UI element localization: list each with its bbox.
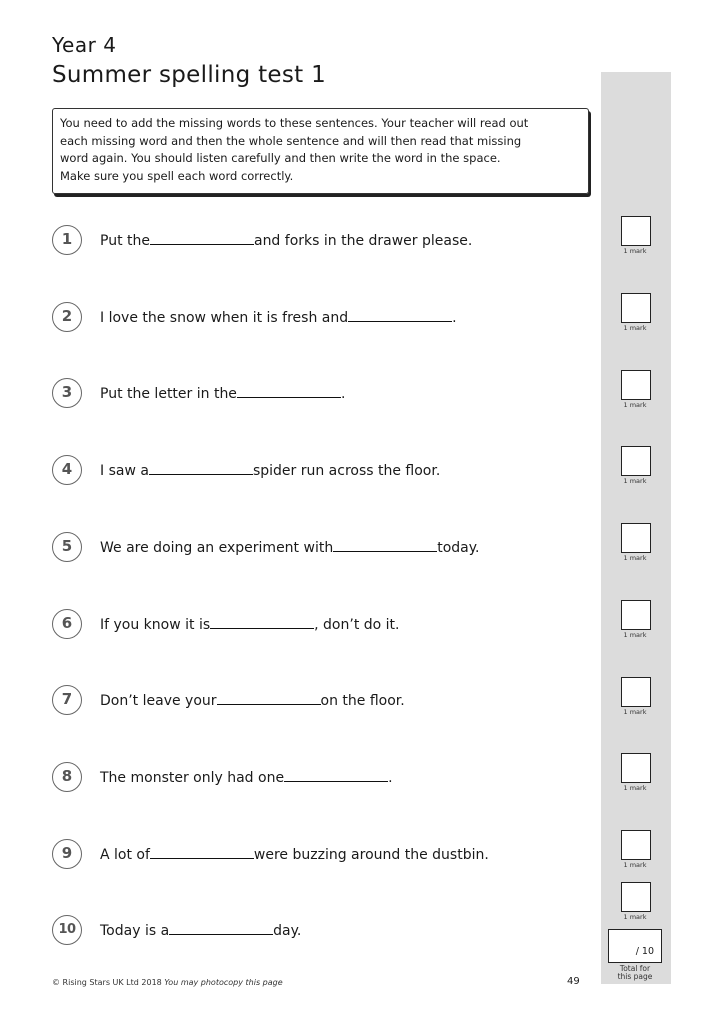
sentence-end: spider run across the floor.: [252, 463, 441, 479]
page-title: Summer spelling test 1: [52, 62, 327, 88]
instructions-line: You need to add the missing words to these sentences. Your teacher will read out: [60, 116, 529, 130]
question-text: [100, 920, 301, 940]
question-3: [52, 378, 592, 408]
question-10: [52, 915, 592, 945]
total-score-box[interactable]: [608, 929, 662, 963]
question-9: [52, 839, 592, 869]
question-text: [100, 844, 489, 864]
question-number: 9: [52, 839, 82, 869]
mark-box-8[interactable]: [621, 753, 651, 783]
total-label: [606, 965, 664, 981]
answer-blank[interactable]: [149, 460, 253, 475]
answer-blank[interactable]: [150, 230, 254, 245]
question-6: [52, 609, 592, 639]
answer-blank[interactable]: [169, 920, 273, 935]
mark-label: 1 mark: [623, 477, 647, 485]
answer-blank[interactable]: [284, 767, 388, 782]
mark-box-7[interactable]: [621, 677, 651, 707]
mark-label: 1 mark: [623, 401, 647, 409]
question-text: [100, 460, 440, 480]
mark-label: 1 mark: [623, 324, 647, 332]
sentence-start: A lot of: [100, 847, 150, 863]
question-text: [100, 230, 472, 250]
mark-box-4[interactable]: [621, 446, 651, 476]
sentence-end: .: [340, 386, 346, 402]
answer-blank[interactable]: [348, 307, 452, 322]
question-text: [100, 614, 400, 634]
question-number: 3: [52, 378, 82, 408]
sentence-end: and forks in the drawer please.: [253, 233, 473, 249]
question-text: [100, 767, 393, 787]
question-text: [100, 537, 479, 557]
sentence-start: Today is a: [100, 923, 170, 939]
sentence-start: I love the snow when it is fresh and: [100, 310, 349, 326]
mark-box-10[interactable]: [621, 882, 651, 912]
mark-label: 1 mark: [623, 708, 647, 716]
footer: [52, 978, 283, 987]
sentence-start: Don’t leave your: [100, 693, 217, 709]
instructions-line: word again. You should listen carefully and then write the word in the space.: [60, 151, 501, 165]
question-1: [52, 225, 592, 255]
question-2: [52, 302, 592, 332]
mark-label: 1 mark: [623, 784, 647, 792]
mark-label: 1 mark: [623, 554, 647, 562]
sentence-start: I saw a: [100, 463, 149, 479]
question-number: 7: [52, 685, 82, 715]
photocopy-note: You may photocopy this page: [164, 978, 283, 987]
question-text: [100, 383, 345, 403]
question-number: 10: [52, 915, 82, 945]
instructions-box: [52, 108, 589, 194]
question-number: 2: [52, 302, 82, 332]
sentence-start: We are doing an experiment with: [100, 540, 334, 556]
sentence-end: were buzzing around the dustbin.: [253, 847, 489, 863]
total-label-line: this page: [617, 972, 653, 981]
instructions-line: each missing word and then the whole sentence and will then read that missing: [60, 133, 522, 148]
year-heading: Year 4: [52, 33, 117, 57]
mark-box-2[interactable]: [621, 293, 651, 323]
question-4: [52, 455, 592, 485]
question-number: 4: [52, 455, 82, 485]
question-5: [52, 532, 592, 562]
sentence-end: day.: [273, 923, 302, 939]
question-7: [52, 685, 592, 715]
sentence-start: Put the letter in the: [100, 386, 237, 402]
copyright: © Rising Stars UK Ltd 2018: [52, 978, 162, 987]
total-score: / 10: [635, 946, 654, 957]
instructions-line: Make sure you spell each word correctly.: [60, 168, 294, 183]
sentence-start: If you know it is: [100, 617, 211, 633]
mark-label: 1 mark: [623, 631, 647, 639]
question-number: 8: [52, 762, 82, 792]
mark-box-3[interactable]: [621, 370, 651, 400]
question-text: [100, 307, 457, 327]
sentence-end: .: [388, 770, 393, 786]
sentence-end: today.: [437, 540, 480, 556]
answer-blank[interactable]: [237, 383, 341, 398]
sentence-end: on the floor.: [320, 693, 405, 709]
mark-box-5[interactable]: [621, 523, 651, 553]
answer-blank[interactable]: [333, 537, 437, 552]
question-number: 5: [52, 532, 82, 562]
mark-box-1[interactable]: [621, 216, 651, 246]
answer-blank[interactable]: [150, 844, 254, 859]
sentence-start: The monster only had one: [100, 770, 285, 786]
mark-box-9[interactable]: [621, 830, 651, 860]
question-number: 1: [52, 225, 82, 255]
question-number: 6: [52, 609, 82, 639]
sentence-end: .: [452, 310, 457, 326]
question-8: [52, 762, 592, 792]
mark-label: 1 mark: [623, 913, 647, 921]
mark-box-6[interactable]: [621, 600, 651, 630]
sentence-start: Put the: [100, 233, 150, 249]
total-label-line: Total for: [619, 964, 651, 973]
answer-blank[interactable]: [210, 614, 314, 629]
answer-blank[interactable]: [217, 690, 321, 705]
page-number: 49: [567, 976, 580, 987]
mark-label: 1 mark: [623, 247, 647, 255]
mark-label: 1 mark: [623, 861, 647, 869]
question-text: [100, 690, 405, 710]
sentence-end: , don’t do it.: [314, 617, 400, 633]
